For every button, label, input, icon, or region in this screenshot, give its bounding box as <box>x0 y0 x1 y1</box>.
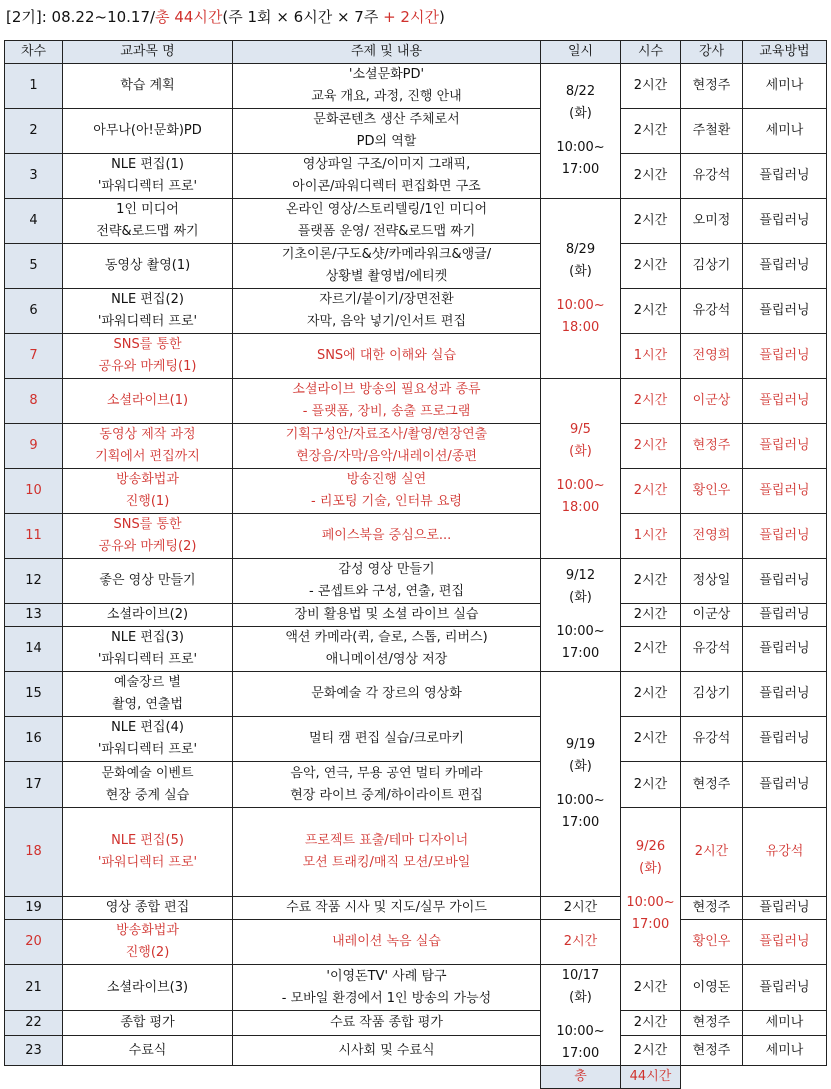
topic-cell: 액션 카메라(퀵, 슬로, 스톱, 리버스) 애니메이션/영상 저장 <box>233 627 541 672</box>
topic-cell: '이영돈TV' 사례 탐구 - 모바일 환경에서 1인 방송의 가능성 <box>233 965 541 1011</box>
hours-cell: 2시간 <box>621 717 681 762</box>
hours-cell: 2시간 <box>681 808 743 897</box>
topic-cell: 기초이론/구도&샷/카메라워크&앵글/ 상황별 촬영법/에티켓 <box>233 244 541 289</box>
row-number: 9 <box>5 424 63 469</box>
topic-cell: 온라인 영상/스토리텔링/1인 미디어 플랫폼 운영/ 전략&로드맵 짜기 <box>233 199 541 244</box>
method-cell: 세미나 <box>743 1011 827 1036</box>
hours-cell: 2시간 <box>621 109 681 154</box>
topic-cell: SNS에 대한 이해와 실습 <box>233 334 541 379</box>
topic-cell: 기획구성안/자료조사/촬영/현장연출 현장음/자막/음악/내레이션/종편 <box>233 424 541 469</box>
table-row <box>5 64 827 109</box>
topic-cell: 내레이션 녹음 실습 <box>233 920 541 965</box>
time-text: 10:00~ 17:00 <box>556 793 605 830</box>
table-row <box>5 514 827 559</box>
table-row <box>5 627 827 672</box>
hours-cell: 2시간 <box>621 469 681 514</box>
instructor-cell: 현정주 <box>681 64 743 109</box>
table-row <box>5 559 827 604</box>
instructor-cell: 현정주 <box>681 1036 743 1066</box>
hours-cell: 1시간 <box>621 514 681 559</box>
subject-cell: 문화예술 이벤트 현장 중계 실습 <box>63 762 233 808</box>
instructor-cell: 유강석 <box>681 717 743 762</box>
date-text: 9/19 (화) <box>565 737 596 774</box>
date-cell <box>541 559 621 672</box>
hours-cell: 2시간 <box>621 244 681 289</box>
instructor-cell: 주철환 <box>681 109 743 154</box>
method-cell: 플립러닝 <box>743 897 827 920</box>
time-text: 10:00~ 17:00 <box>626 895 675 932</box>
subject-cell: 소셜라이브(2) <box>63 604 233 627</box>
table-row <box>5 424 827 469</box>
header-hours: 시수 <box>621 41 681 64</box>
method-cell: 플립러닝 <box>743 717 827 762</box>
topic-cell: 감성 영상 만들기 - 콘셉트와 구성, 연출, 편집 <box>233 559 541 604</box>
total-hours: 44시간 <box>621 1066 681 1089</box>
time-text: 10:00~ 17:00 <box>556 140 605 177</box>
hours-cell: 2시간 <box>621 289 681 334</box>
table-row <box>5 469 827 514</box>
topic-cell: 음악, 연극, 무용 공연 멀티 카메라 현장 라이브 중계/하이라이트 편집 <box>233 762 541 808</box>
schedule-table <box>4 40 827 1089</box>
table-row <box>5 244 827 289</box>
table-row <box>5 379 827 424</box>
hours-cell: 2시간 <box>541 920 621 965</box>
method-cell: 플립러닝 <box>743 965 827 1011</box>
title-end: ) <box>438 8 445 26</box>
date-cell <box>621 808 681 965</box>
row-number: 8 <box>5 379 63 424</box>
header-no: 차수 <box>5 41 63 64</box>
subject-cell: 방송화법과 진행(2) <box>63 920 233 965</box>
table-row <box>5 920 827 965</box>
instructor-cell: 유강석 <box>743 808 827 897</box>
time-text: 10:00~ 17:00 <box>556 1024 605 1061</box>
row-number: 1 <box>5 64 63 109</box>
subject-cell: 수료식 <box>63 1036 233 1066</box>
method-cell: 플립러닝 <box>743 289 827 334</box>
topic-cell: 수료 작품 시사 및 지도/실무 가이드 <box>233 897 541 920</box>
subject-cell: 영상 종합 편집 <box>63 897 233 920</box>
instructor-cell: 정상일 <box>681 559 743 604</box>
subject-cell: NLE 편집(3) '파워디렉터 프로' <box>63 627 233 672</box>
total-row <box>5 1066 827 1089</box>
table-row <box>5 808 827 897</box>
header-row <box>5 41 827 64</box>
instructor-cell: 김상기 <box>681 244 743 289</box>
subject-cell: 소셜라이브(3) <box>63 965 233 1011</box>
total-spacer-right <box>681 1066 827 1089</box>
table-row <box>5 1011 827 1036</box>
method-cell: 플립러닝 <box>743 672 827 717</box>
date-cell <box>541 672 621 897</box>
table-row <box>5 334 827 379</box>
time-text: 10:00~ 18:00 <box>556 477 605 515</box>
method-cell: 플립러닝 <box>743 154 827 199</box>
header-date: 일시 <box>541 41 621 64</box>
table-row <box>5 154 827 199</box>
subject-cell: 동영상 촬영(1) <box>63 244 233 289</box>
table-row <box>5 109 827 154</box>
date-text: 9/12 (화) <box>565 568 596 605</box>
subject-cell: 종합 평가 <box>63 1011 233 1036</box>
method-cell: 플립러닝 <box>743 920 827 965</box>
method-cell: 플립러닝 <box>743 604 827 627</box>
table-row <box>5 604 827 627</box>
subject-cell: 동영상 제작 과정 기획에서 편집까지 <box>63 424 233 469</box>
subject-cell: 소셜라이브(1) <box>63 379 233 424</box>
instructor-cell: 이군상 <box>681 604 743 627</box>
date-cell <box>541 64 621 199</box>
table-row <box>5 717 827 762</box>
date-text: 9/5 (화) <box>569 421 592 459</box>
row-number: 6 <box>5 289 63 334</box>
row-number: 16 <box>5 717 63 762</box>
method-cell: 플립러닝 <box>743 244 827 289</box>
row-number: 10 <box>5 469 63 514</box>
instructor-cell: 현정주 <box>681 1011 743 1036</box>
instructor-cell: 이영돈 <box>681 965 743 1011</box>
hours-cell: 2시간 <box>621 379 681 424</box>
hours-cell: 1시간 <box>621 334 681 379</box>
method-cell: 플립러닝 <box>743 424 827 469</box>
subject-cell: NLE 편집(5) '파워디렉터 프로' <box>63 808 233 897</box>
hours-cell: 2시간 <box>541 897 621 920</box>
subject-cell: 예술장르 별 촬영, 연출법 <box>63 672 233 717</box>
instructor-cell: 유강석 <box>681 627 743 672</box>
table-row <box>5 897 827 920</box>
row-number: 13 <box>5 604 63 627</box>
subject-cell: SNS를 통한 공유와 마케팅(2) <box>63 514 233 559</box>
method-cell: 플립러닝 <box>743 559 827 604</box>
hours-cell: 2시간 <box>621 64 681 109</box>
header-method: 교육방법 <box>743 41 827 64</box>
date-cell <box>541 379 621 559</box>
row-number: 2 <box>5 109 63 154</box>
date-cell <box>541 199 621 379</box>
topic-cell: 문화콘텐츠 생산 주체로서 PD의 역할 <box>233 109 541 154</box>
topic-cell: 프로젝트 표출/테마 디자이너 모션 트래킹/매직 모션/모바일 <box>233 808 541 897</box>
subject-cell: 아무나(아!문화)PD <box>63 109 233 154</box>
time-text: 10:00~ 18:00 <box>556 297 605 335</box>
topic-cell: 멀티 캠 편집 실습/크로마키 <box>233 717 541 762</box>
table-row <box>5 762 827 808</box>
method-cell: 플립러닝 <box>743 627 827 672</box>
subject-cell: 방송화법과 진행(1) <box>63 469 233 514</box>
date-text: 8/29 (화) <box>565 241 596 279</box>
date-cell <box>541 965 621 1066</box>
instructor-cell: 유강석 <box>681 289 743 334</box>
hours-cell: 2시간 <box>621 1011 681 1036</box>
subject-cell: 좋은 영상 만들기 <box>63 559 233 604</box>
subject-cell: NLE 편집(1) '파워디렉터 프로' <box>63 154 233 199</box>
hours-cell: 2시간 <box>621 965 681 1011</box>
topic-cell: 영상파일 구조/이미지 그래픽, 아이콘/파워디렉터 편집화면 구조 <box>233 154 541 199</box>
method-cell: 플립러닝 <box>743 469 827 514</box>
hours-cell: 2시간 <box>621 424 681 469</box>
method-cell: 플립러닝 <box>743 514 827 559</box>
title-total: 총 44시간 <box>155 8 223 26</box>
method-cell: 플립러닝 <box>743 379 827 424</box>
title-prefix: [2기]: 08.22~10.17/ <box>6 8 156 26</box>
instructor-cell: 현정주 <box>681 762 743 808</box>
subject-cell: 1인 미디어 전략&로드맵 짜기 <box>63 199 233 244</box>
row-number: 15 <box>5 672 63 717</box>
table-row <box>5 1036 827 1066</box>
row-number: 23 <box>5 1036 63 1066</box>
row-number: 14 <box>5 627 63 672</box>
hours-cell: 2시간 <box>621 672 681 717</box>
instructor-cell: 전영희 <box>681 514 743 559</box>
instructor-cell: 현정주 <box>681 897 743 920</box>
hours-cell: 2시간 <box>621 1036 681 1066</box>
page-title <box>6 4 445 30</box>
method-cell: 플립러닝 <box>743 199 827 244</box>
topic-cell: 수료 작품 종합 평가 <box>233 1011 541 1036</box>
topic-cell: 시사회 및 수료식 <box>233 1036 541 1066</box>
row-number: 11 <box>5 514 63 559</box>
row-number: 17 <box>5 762 63 808</box>
title-plus: + 2시간 <box>383 8 439 26</box>
date-text: 8/22 (화) <box>565 84 596 121</box>
topic-cell: 자르기/붙이기/장면전환 자막, 음악 넣기/인서트 편집 <box>233 289 541 334</box>
hours-cell: 2시간 <box>621 604 681 627</box>
method-cell: 세미나 <box>743 64 827 109</box>
date-text: 10/17 (화) <box>561 968 600 1005</box>
row-number: 22 <box>5 1011 63 1036</box>
instructor-cell: 현정주 <box>681 424 743 469</box>
topic-cell: 페이스북을 중심으로... <box>233 514 541 559</box>
hours-cell: 2시간 <box>621 762 681 808</box>
subject-cell: SNS를 통한 공유와 마케팅(1) <box>63 334 233 379</box>
hours-cell: 2시간 <box>621 199 681 244</box>
row-number: 5 <box>5 244 63 289</box>
instructor-cell: 전영희 <box>681 334 743 379</box>
instructor-cell: 황인우 <box>681 920 743 965</box>
topic-cell: 소셜라이브 방송의 필요성과 종류 - 플랫폼, 장비, 송출 프로그램 <box>233 379 541 424</box>
topic-cell: 문화예술 각 장르의 영상화 <box>233 672 541 717</box>
subject-cell: NLE 편집(4) '파워디렉터 프로' <box>63 717 233 762</box>
title-mid: (주 1회 × 6시간 × 7주 <box>222 8 384 26</box>
row-number: 20 <box>5 920 63 965</box>
method-cell: 세미나 <box>743 109 827 154</box>
instructor-cell: 김상기 <box>681 672 743 717</box>
row-number: 3 <box>5 154 63 199</box>
hours-cell: 2시간 <box>621 154 681 199</box>
row-number: 21 <box>5 965 63 1011</box>
row-number: 4 <box>5 199 63 244</box>
header-subject: 교과목 명 <box>63 41 233 64</box>
total-label: 총 <box>541 1066 621 1089</box>
table-row <box>5 289 827 334</box>
topic-cell: 장비 활용법 및 소셜 라이브 실습 <box>233 604 541 627</box>
hours-cell: 2시간 <box>621 627 681 672</box>
method-cell: 플립러닝 <box>743 762 827 808</box>
method-cell: 플립러닝 <box>743 334 827 379</box>
subject-cell: NLE 편집(2) '파워디렉터 프로' <box>63 289 233 334</box>
instructor-cell: 황인우 <box>681 469 743 514</box>
time-text: 10:00~ 17:00 <box>556 624 605 661</box>
table-row <box>5 965 827 1011</box>
instructor-cell: 이군상 <box>681 379 743 424</box>
topic-cell: '소셜문화PD' 교육 개요, 과정, 진행 안내 <box>233 64 541 109</box>
total-spacer <box>5 1066 541 1089</box>
topic-cell: 방송진행 실연 - 리포팅 기술, 인터뷰 요령 <box>233 469 541 514</box>
table-row <box>5 199 827 244</box>
header-topic: 주제 및 내용 <box>233 41 541 64</box>
header-instructor: 강사 <box>681 41 743 64</box>
instructor-cell: 유강석 <box>681 154 743 199</box>
hours-cell: 2시간 <box>621 559 681 604</box>
row-number: 18 <box>5 808 63 897</box>
row-number: 7 <box>5 334 63 379</box>
row-number: 12 <box>5 559 63 604</box>
method-cell: 세미나 <box>743 1036 827 1066</box>
instructor-cell: 오미정 <box>681 199 743 244</box>
date-text: 9/26 (화) <box>635 839 666 876</box>
schedule-body <box>5 64 827 1089</box>
table-row <box>5 672 827 717</box>
subject-cell: 학습 계획 <box>63 64 233 109</box>
row-number: 19 <box>5 897 63 920</box>
